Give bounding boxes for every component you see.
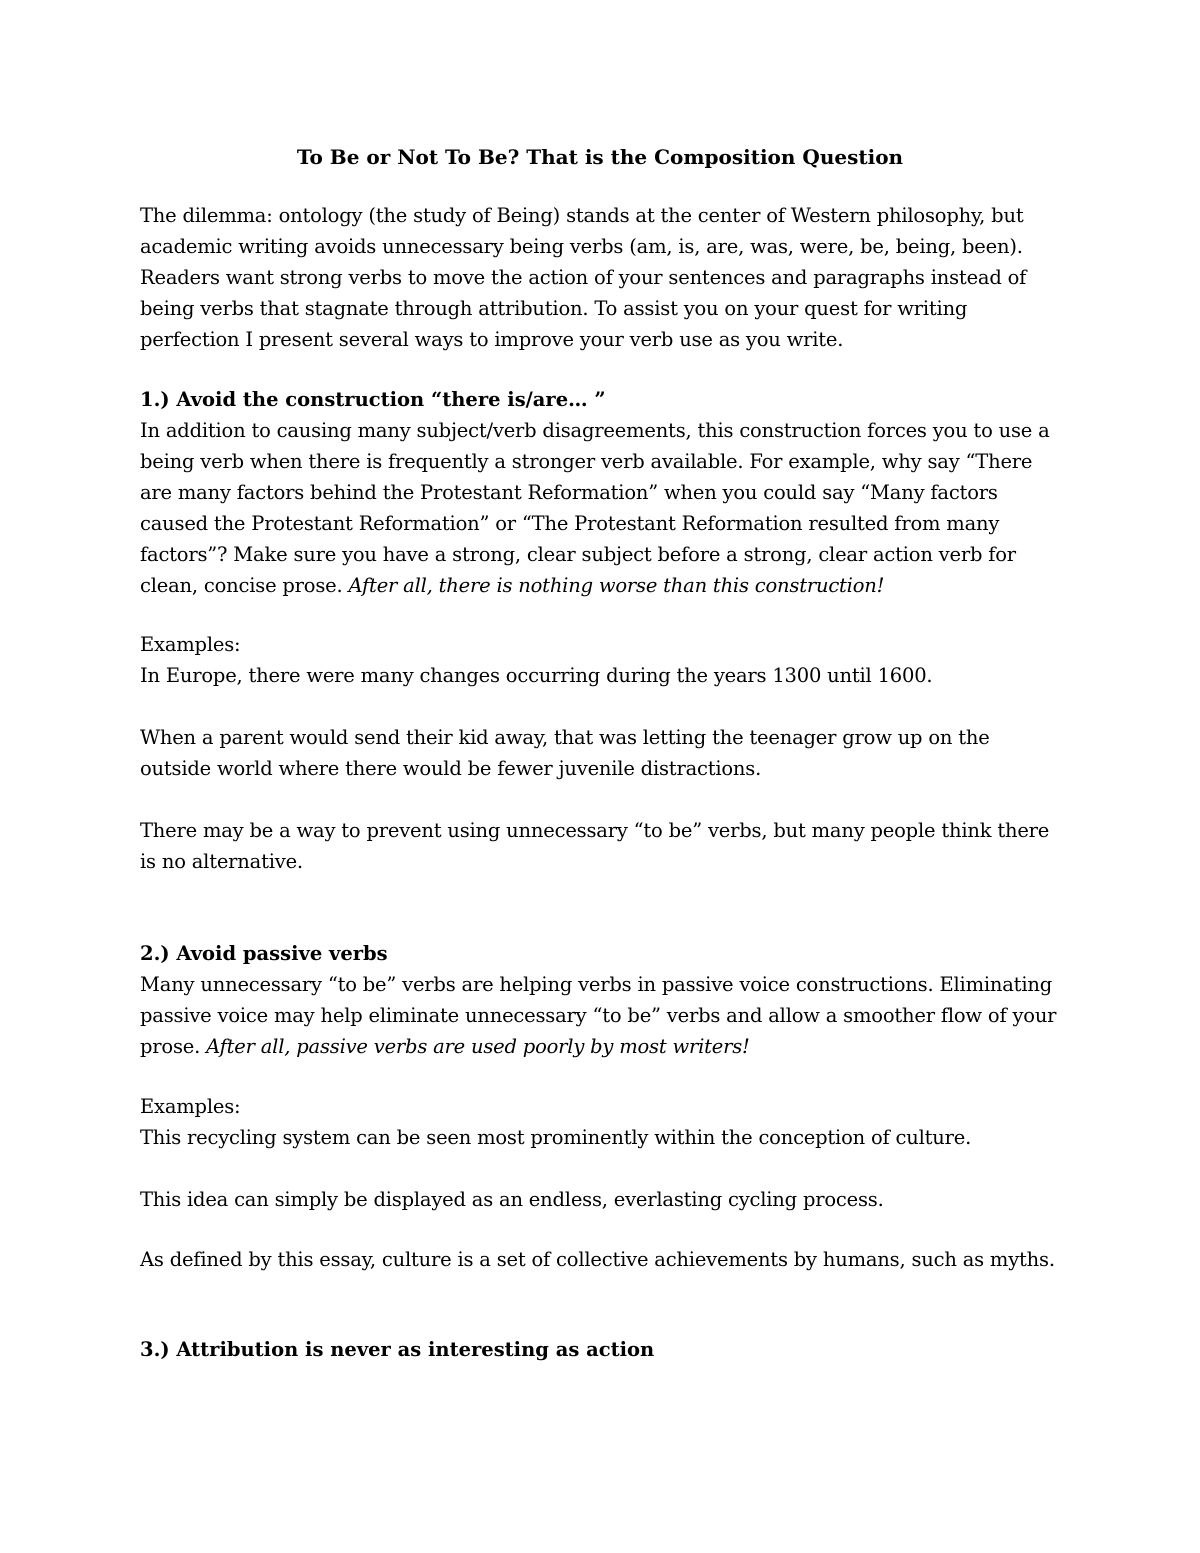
section-1-heading: 1.) Avoid the construction “there is/are… ” [140,388,606,411]
section-2-examples-label: Examples: [140,1095,241,1118]
section-1-example-1: In Europe, there were many changes occurring during the years 1300 until 1600. [140,664,933,687]
section-2-emphasis: After all, passive verbs are used poorly by most writers! [206,1035,750,1058]
section-3-heading: 3.) Attribution is never as interesting as action [140,1338,655,1361]
section-1-body [140,415,1060,601]
section-1-emphasis: After all, there is nothing worse than this construction! [348,574,885,597]
document-title: To Be or Not To Be? That is the Composition Question [296,145,904,169]
section-2-example-2: This idea can simply be displayed as an endless, everlasting cycling process. [140,1188,884,1211]
section-1-body-text: In addition to causing many subject/verb disagreements, this construction forces you to use a being verb when there is frequently a stronger verb available. For example, why say “There are many factors behind the Protestant Reformation” when you could say “Many factors caused the Protestant Reformation” or “The Protestant Reformation resulted from many factors”? Make sure you have a strong, clear subject before a strong, clear action verb for clean, concise prose. [140,419,1050,597]
section-2-body-text: Many unnecessary “to be” verbs are helping verbs in passive voice constructions. Eliminating passive voice may help eliminate unnecessary “to be” verbs and allow a smoother flow of your prose. [140,973,1057,1058]
section-1-example-2: When a parent would send their kid away, that was letting the teenager grow up on the outside world where there would be fewer juvenile distractions. [140,726,990,780]
section-2-body [140,969,1060,1062]
section-1-example-3: There may be a way to prevent using unnecessary “to be” verbs, but many people think there is no alternative. [140,819,1050,873]
section-1-examples-label: Examples: [140,633,241,656]
section-2-example-1: This recycling system can be seen most prominently within the conception of culture. [140,1126,972,1149]
intro-paragraph: The dilemma: ontology (the study of Being) stands at the center of Western philosophy, but academic writing avoids unnecessary being verbs (am, is, are, was, were, be, being, been). Readers want strong verbs to move the action of your sentences and paragraphs instead of being verbs that stagnate through attribution. To assist you on your quest for writing perfection I present several ways to improve your verb use as you write. [140,204,1027,351]
section-2-heading: 2.) Avoid passive verbs [140,942,388,965]
section-2-example-3: As defined by this essay, culture is a set of collective achievements by humans, such as myths. [140,1248,1055,1271]
